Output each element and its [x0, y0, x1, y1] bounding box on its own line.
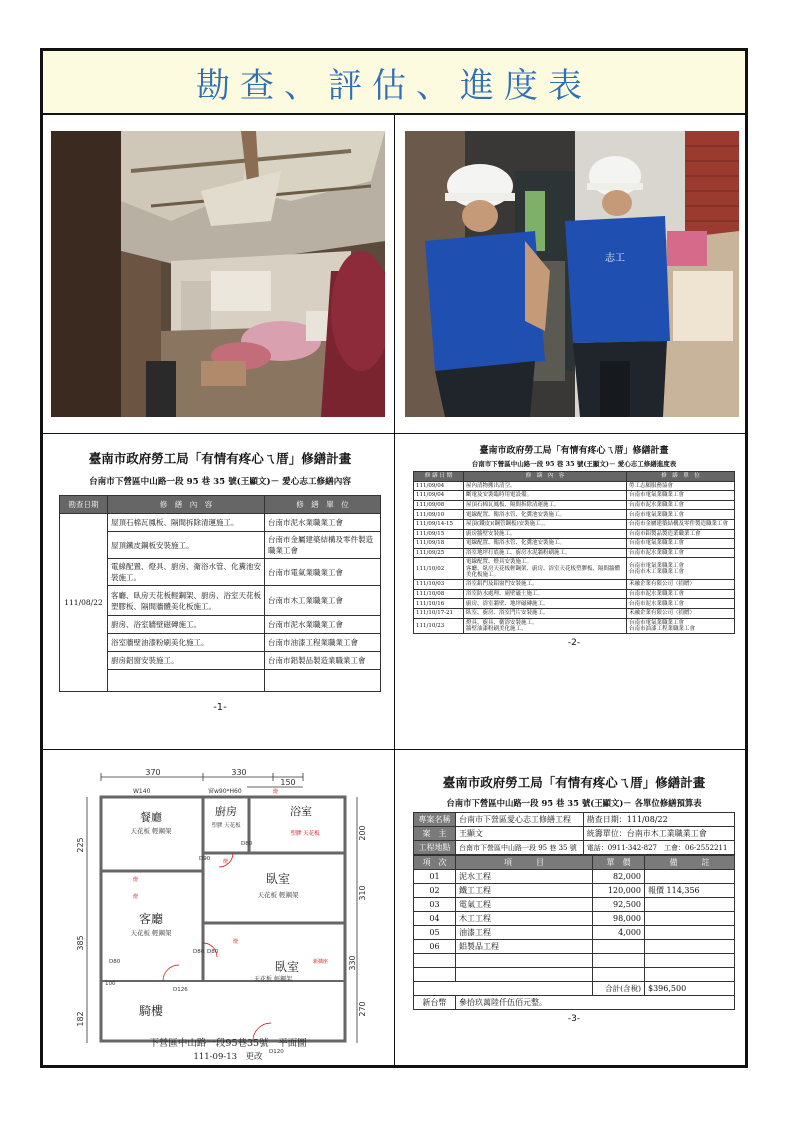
table-row — [414, 926, 735, 940]
room-bedroom-1: 臥室 — [265, 872, 291, 886]
room-dining: 餐廳 — [140, 811, 162, 824]
cell-content: 屋內清物搬出清空。 — [464, 481, 627, 491]
table-row — [414, 539, 735, 549]
light-1: 燈 — [223, 859, 229, 865]
progress-rows — [414, 481, 735, 634]
cell-date: 111/09/08 — [414, 500, 464, 510]
cell-content: 浴室地坪打底施工、廚房水泥牆粉刷施工。 — [464, 548, 627, 558]
table-row — [414, 609, 735, 619]
cell-date: 111/10/08 — [414, 589, 464, 599]
table-row — [414, 558, 735, 580]
cell-price: 120,000 — [593, 884, 645, 898]
repair-content-document — [59, 447, 381, 737]
floor-plan-drawing — [73, 763, 373, 1063]
repair-progress-table — [413, 471, 735, 634]
cell-unit — [265, 670, 381, 692]
header-date: 修 繕 日 期 — [414, 472, 464, 482]
cell-content: 燈具、廚具、衛浴安裝施工。 牆壁油漆粉刷美化施工。 — [464, 618, 627, 634]
table-row — [414, 529, 735, 539]
dim-right-2: 310 — [358, 885, 367, 901]
table-row — [414, 954, 735, 968]
collapsed-ceiling-room-photo — [51, 131, 385, 417]
cell-date: 111/10/16 — [414, 599, 464, 609]
table-row — [414, 580, 735, 590]
cell-content: 屋頂(鐵皮)(鋼管鋼板)安裝施工。。 — [464, 519, 627, 529]
cell-index: 06 — [414, 940, 456, 954]
cell-content: 電線配置、燈具、廚房、衛浴水管、化糞池安裝施工。 — [108, 559, 265, 586]
cell-item: 泥水工程 — [456, 870, 593, 884]
header-price: 單 價 — [593, 856, 645, 870]
cell-unit: 台南市電氣業職業工會 — [627, 510, 735, 520]
table-row — [414, 589, 735, 599]
table-row — [60, 652, 381, 670]
ntd-label: 新台幣 — [414, 996, 456, 1010]
plan1-subtitle: 台南市下營區中山路一段 95 巷 35 號(王顯文)－ 愛心志工修繕內容 — [89, 477, 351, 487]
table-header-row — [60, 496, 381, 514]
inspection-date: 勘查日期：111/08/22 — [583, 813, 734, 827]
light-2: 燈 — [273, 789, 279, 795]
cell-content — [108, 670, 265, 692]
label-d90: D90 — [199, 856, 211, 862]
cell-content: 客廳、臥房天花板輕鋼架、廚房、浴室天花板塑膠板、隔間牆體美化板施工。 — [108, 586, 265, 616]
table-row — [414, 491, 735, 501]
cell-unit: 禾融企業有限公司（捐贈） — [627, 609, 735, 619]
plan1-title: 臺南市政府勞工局「有情有疼心ㄟ厝」修繕計畫 — [88, 451, 352, 466]
table-row — [414, 884, 735, 898]
table-header-row — [414, 472, 735, 482]
dim-top-2: 330 — [231, 768, 247, 777]
table-row — [414, 599, 735, 609]
table-row — [60, 532, 381, 559]
plan2-title: 臺南市政府勞工局「有情有疼心ㄟ厝」修繕計畫 — [479, 446, 669, 456]
grid-divider-vertical — [394, 115, 395, 1065]
cell-unit: 台南市泥水業職業工會 — [265, 514, 381, 532]
cell-date: 111/09/14-15 — [414, 519, 464, 529]
repair-content-table — [59, 495, 381, 692]
total-value: $396,500 — [645, 982, 735, 996]
plan3-title: 臺南市政府勞工局「有情有疼心ㄟ厝」修繕計畫 — [442, 775, 706, 790]
table-row — [414, 618, 735, 634]
cell-index — [414, 968, 456, 982]
cell-index: 03 — [414, 898, 456, 912]
cell-date: 111/09/18 — [414, 539, 464, 549]
label-d120: D120 — [269, 1049, 284, 1055]
phone-info: 電話：0911-342-827 工會：06-2552211 — [583, 841, 734, 855]
table-row — [60, 586, 381, 616]
cell-price: 4,000 — [593, 926, 645, 940]
dim-top-1: 370 — [145, 768, 161, 777]
plan3-subtitle: 台南市下營區中山路一段 95 巷 35 號(王顯文)－ 各單位修繕預算表 — [446, 798, 702, 808]
cell-content: 廚房、浴室牆壁、地坪磁磚施工。 — [464, 599, 627, 609]
cell-content: 廚房鋁窗安裝施工。 — [108, 652, 265, 670]
cell-index: 01 — [414, 870, 456, 884]
table-row — [414, 898, 735, 912]
table-header-row — [414, 856, 735, 870]
page-frame — [40, 48, 748, 1068]
cell-content: 電線配置、燈具安裝施工。 客廳、臥房天花板輕鋼架、廚房、浴室天花板塑膠板、隔間牆體美化板施工。 — [464, 558, 627, 580]
label-window: 窗w90*H60 — [208, 788, 242, 795]
cell-note — [645, 940, 735, 954]
coordinating-unit: 統籌單位：台南市木工業職業工會 — [583, 827, 734, 841]
cell-index: 05 — [414, 926, 456, 940]
cell-unit: 台南市電氣業職業工會 台南市木工業職業工會 — [627, 558, 735, 580]
cell-content: 屋頂石棉瓦鳳板、隔間拆除清運施工。 — [464, 500, 627, 510]
cell-unit: 台南市鋁製品製造業職業工會 — [265, 652, 381, 670]
cell-content: 屋頂鐵皮鋼板安裝施工。 — [108, 532, 265, 559]
table-row — [414, 870, 735, 884]
header-unit: 修 繕 單 位 — [265, 496, 381, 514]
info-row — [414, 827, 735, 841]
grid-divider-1 — [43, 433, 745, 434]
bath-ceiling: 塑膠 天花板 — [290, 831, 320, 837]
title-bar — [43, 51, 745, 115]
living-ceiling: 天花板 輕鋼架 — [130, 929, 172, 937]
cell-date: 111/10/17-21 — [414, 609, 464, 619]
label-100: 100 — [105, 981, 116, 987]
cell-unit: 台南市鋁製品製造業職業工會 — [627, 529, 735, 539]
cell-unit: 台南市泥水業職業工會 — [265, 616, 381, 634]
table-row — [414, 481, 735, 491]
cell-unit: 禾融企業有限公司（捐贈） — [627, 580, 735, 590]
cell-unit: 台南市泥水業職業工會 — [627, 500, 735, 510]
cell-unit: 台南市金屬建築結構及零件製造職業工會 — [627, 519, 735, 529]
cell-unit: 台南市油漆工程業職業工會 — [265, 634, 381, 652]
cell-index — [414, 954, 456, 968]
label-d80c: D80 — [207, 949, 219, 955]
dim-left-1: 225 — [76, 837, 85, 853]
cell-content: 臥室、廚房、浴室門片安裝施工。 — [464, 609, 627, 619]
floor-plan-caption: 下營區中山路一段95巷35號 平面圖 — [149, 1038, 307, 1049]
dim-right-4: 270 — [358, 1001, 367, 1017]
page-title: 勘查、評估、進度表 — [196, 65, 592, 106]
info-row — [414, 841, 735, 855]
cell-note — [645, 968, 735, 982]
bedroom1-ceiling: 天花板 輕鋼架 — [257, 891, 299, 899]
dim-left-2: 385 — [76, 935, 85, 951]
header-date: 勘查日期 — [60, 496, 108, 514]
cell-date: 111/09/15 — [414, 529, 464, 539]
label-d126: D126 — [173, 987, 188, 993]
cell-unit: 台南市電氣業職業工會 — [627, 539, 735, 549]
cell-date: 111/09/04 — [414, 491, 464, 501]
table-row — [414, 940, 735, 954]
room-arcade: 騎樓 — [138, 1004, 164, 1018]
cell-item: 電氣工程 — [456, 898, 593, 912]
ntd-value: 參拾玖萬陸仟伍佰元整。 — [456, 996, 735, 1010]
label-d80b: D80 — [193, 949, 205, 955]
cell-item: 鐵工工程 — [456, 884, 593, 898]
cell-unit: 勞工志願服務協會 — [627, 481, 735, 491]
owner-value: 王顯文 — [456, 827, 584, 841]
cell-price — [593, 968, 645, 982]
page-number-2: -2- — [567, 638, 581, 649]
cell-unit: 台南市木工業職業工會 — [265, 586, 381, 616]
info-row — [414, 813, 735, 827]
cell-unit: 台南市泥水業職業工會 — [627, 548, 735, 558]
cell-item — [456, 954, 593, 968]
cell-date: 111/09/04 — [414, 481, 464, 491]
cell-content: 浴室鋁門及鋁窗門安裝施工。 — [464, 580, 627, 590]
cell-item: 油漆工程 — [456, 926, 593, 940]
cell-content: 電線配置、衛浴水管、化糞池安裝施工。 — [464, 539, 627, 549]
total-row — [414, 982, 735, 996]
plan2-subtitle: 台南市下營區中山路一段 95 巷 35 號(王顯文)－ 愛心志工修繕進度表 — [471, 460, 677, 468]
cell-date: 111/10/03 — [414, 580, 464, 590]
cell-date: 111/10/23 — [414, 618, 464, 634]
dim-top-3: 150 — [280, 778, 296, 787]
room-kitchen: 廚房 — [215, 805, 237, 818]
repair-progress-document — [413, 443, 735, 743]
kitchen-ceiling: 塑膠 天花板 — [211, 823, 241, 829]
table-row — [60, 616, 381, 634]
bedroom2-ceiling: 天花板 輕鋼架 — [254, 976, 292, 983]
project-label: 專案名稱 — [414, 813, 456, 827]
dim-right-1: 200 — [358, 825, 367, 841]
cell-content: 廚房、浴室牆壁磁磚施工。 — [108, 616, 265, 634]
budget-items-table — [413, 855, 735, 1010]
cell-content: 屋頂石棉瓦鳳板、隔間拆除清運施工。 — [108, 514, 265, 532]
header-note: 備 註 — [645, 856, 735, 870]
cell-price: 98,000 — [593, 912, 645, 926]
cell-item: 木工工程 — [456, 912, 593, 926]
dim-right-3: 330 — [348, 955, 357, 971]
cell-note — [645, 912, 735, 926]
cell-unit: 台南市電氣業職業工會 — [627, 491, 735, 501]
cell-content: 浴室防水處理、廁壁磁土施工。 — [464, 589, 627, 599]
site-value: 台南市下營區中山路一段 95 巷 35 號 — [456, 841, 584, 855]
table-row — [60, 559, 381, 586]
cell-content: 廚房牆壁安裝施工。 — [464, 529, 627, 539]
room-living: 客廳 — [138, 912, 164, 926]
inspection-date: 111/08/22 — [60, 514, 108, 692]
cell-content: 斷電及安裝臨時用電設備。 — [464, 491, 627, 501]
cell-index: 04 — [414, 912, 456, 926]
cell-unit: 台南市泥水業職業工會 — [627, 599, 735, 609]
header-content: 修 繕 內 容 — [108, 496, 265, 514]
table-row — [60, 634, 381, 652]
cell-price: 82,000 — [593, 870, 645, 884]
volunteers-inspection-photo — [405, 131, 739, 417]
owner-label: 案 主 — [414, 827, 456, 841]
table-row — [414, 968, 735, 982]
header-content: 修 繕 內 容 — [464, 472, 627, 482]
cell-note — [645, 926, 735, 940]
budget-info-table — [413, 812, 735, 855]
dining-ceiling: 天花板 輕鋼架 — [130, 827, 172, 835]
table-row — [414, 510, 735, 520]
light-5: 燈 — [133, 894, 139, 900]
grid-divider-2 — [43, 749, 745, 750]
page-number-3: -3- — [567, 1014, 581, 1024]
budget-document — [413, 773, 735, 1063]
svg-text:志工: 志工 — [605, 253, 625, 264]
cell-content: 電線配置、衛浴水管、化糞池安裝施工。 — [464, 510, 627, 520]
cell-item — [456, 968, 593, 982]
cell-price — [593, 940, 645, 954]
light-3: 燈 — [133, 877, 139, 883]
cell-date: 111/10/02 — [414, 558, 464, 580]
cell-price: 92,500 — [593, 898, 645, 912]
light-4: 燈 — [233, 939, 239, 945]
table-row — [60, 514, 381, 532]
header-index: 項 次 — [414, 856, 456, 870]
cell-unit: 台南市電氣業職業工會 — [265, 559, 381, 586]
room-bath: 浴室 — [290, 805, 312, 818]
label-d80d: D80 — [109, 959, 121, 965]
cell-date: 111/09/25 — [414, 548, 464, 558]
budget-rows — [414, 870, 735, 982]
label-w140: W140 — [133, 788, 151, 795]
cell-note — [645, 898, 735, 912]
dim-left-3: 182 — [76, 1011, 85, 1027]
table-row — [414, 548, 735, 558]
cell-unit: 台南市泥水業職業工會 — [627, 589, 735, 599]
cell-content: 浴室牆壁油漆粉刷美化施工。 — [108, 634, 265, 652]
cell-unit: 台南市金屬建築結構及零件製造職業工會 — [265, 532, 381, 559]
page-number-1: -1- — [213, 702, 227, 713]
cell-price — [593, 954, 645, 968]
ntd-row — [414, 996, 735, 1010]
cell-date: 111/09/10 — [414, 510, 464, 520]
new-socket-label: 新插座 — [313, 959, 329, 965]
table-row — [414, 500, 735, 510]
label-d80a: D80 — [241, 841, 253, 847]
table-row — [60, 670, 381, 692]
cell-index: 02 — [414, 884, 456, 898]
table-row — [414, 912, 735, 926]
floor-plan-date: 111-09-13 更改 — [193, 1052, 263, 1062]
cell-note — [645, 954, 735, 968]
room-bedroom-2: 臥室 — [274, 960, 300, 974]
cell-note — [645, 870, 735, 884]
cell-unit: 台南市電氣業職業工會 台南市油漆工程業職業工會 — [627, 618, 735, 634]
cell-item: 鋁製品工程 — [456, 940, 593, 954]
site-label: 工程地點 — [414, 841, 456, 855]
cell-note: 報價 114,356 — [645, 884, 735, 898]
table-row — [414, 519, 735, 529]
header-unit: 修 繕 單 位 — [627, 472, 735, 482]
total-label: 合計(含稅) — [593, 982, 645, 996]
project-value: 台南市下營區愛心志工修繕工程 — [456, 813, 584, 827]
header-item: 項 目 — [456, 856, 593, 870]
